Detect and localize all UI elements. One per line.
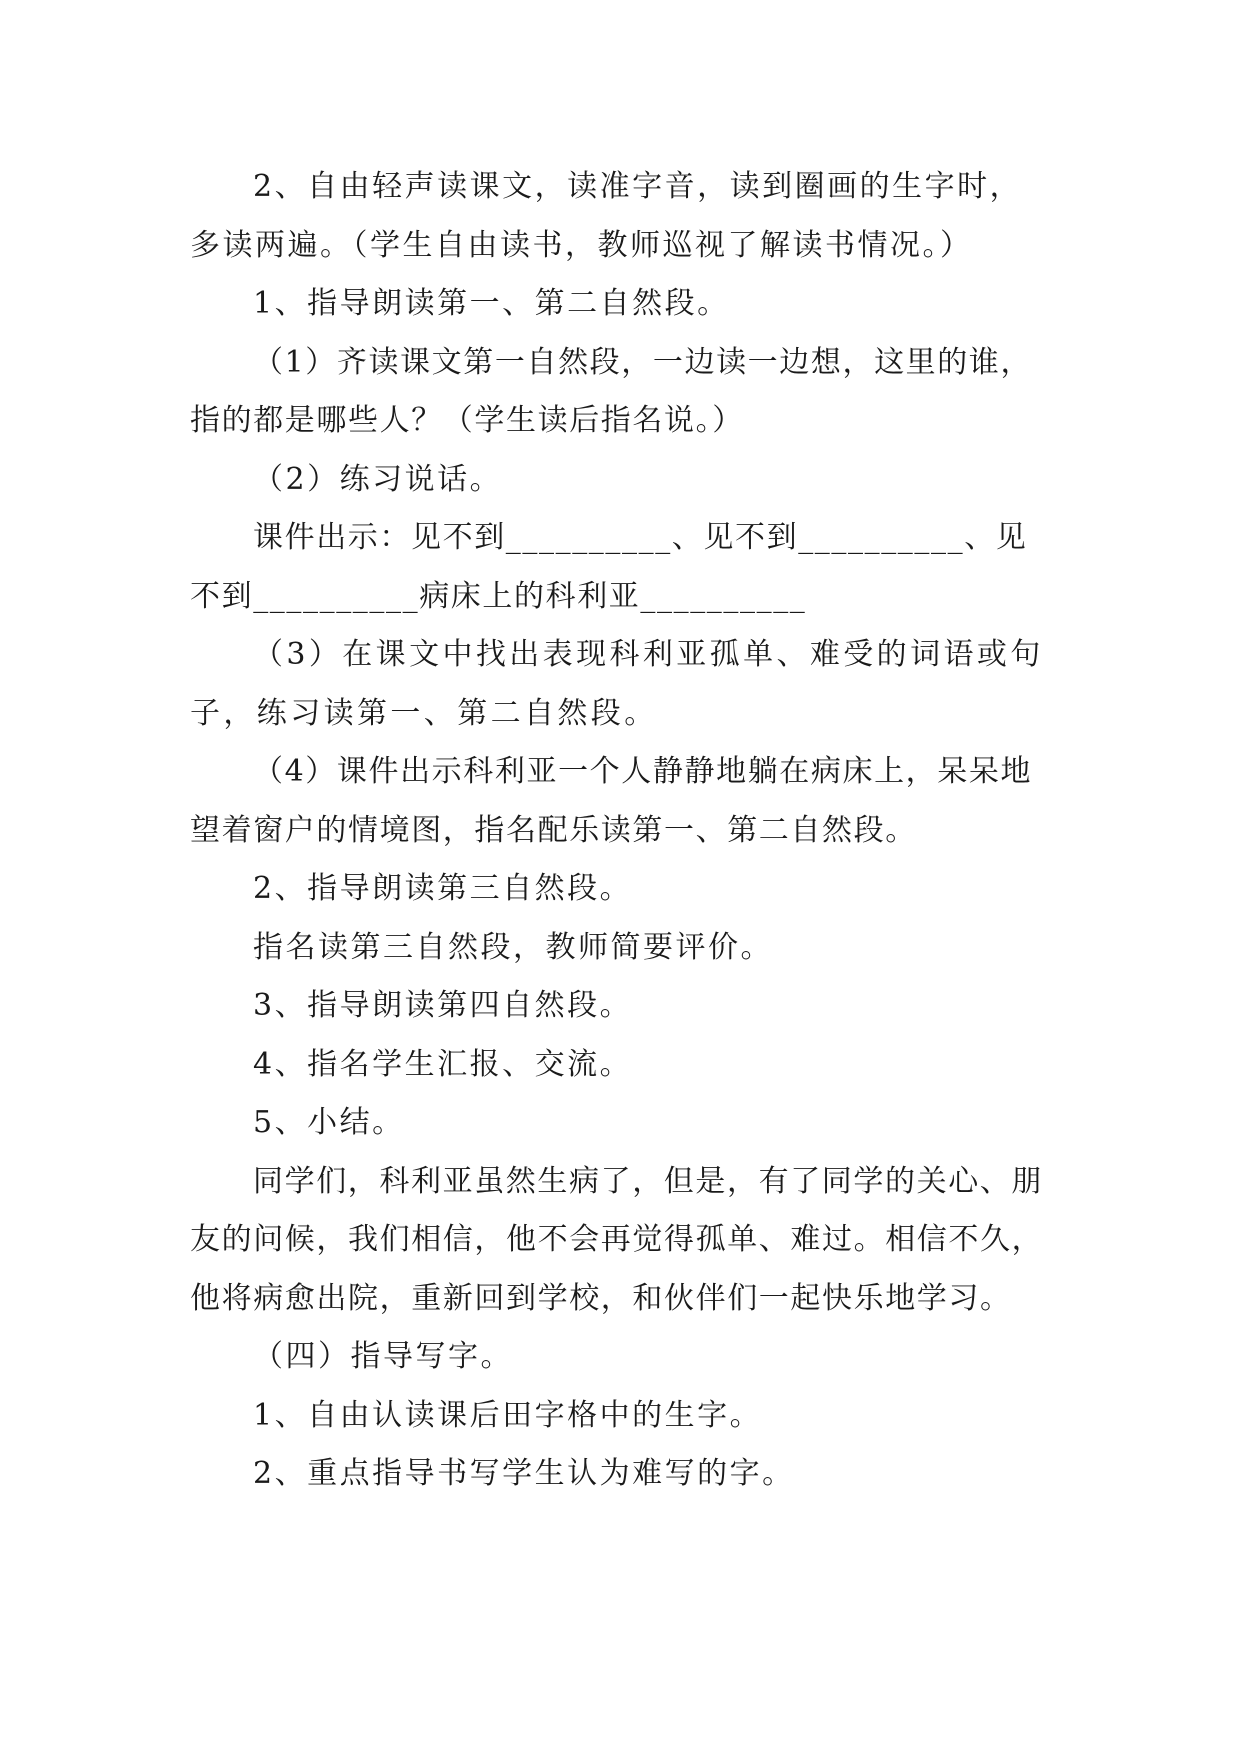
paragraph-writing-step-2: 2、重点指导书写学生认为难写的字。 — [253, 1456, 795, 1491]
paragraph-report: 4、指名学生汇报、交流。 — [253, 1046, 633, 1082]
paragraph-fill-in-blanks: 课件出示：见不到__________、见不到__________、见不到__________病床上的科利亚__________ — [190, 520, 1028, 614]
paragraph-read-aloud-freely: 2、自由轻声读课文，读准字音，读到圈画的生字时，多读两遍。（学生自由读书，教师巡视了解读书情况。） — [190, 169, 1023, 263]
paragraph-summary-heading: 5、小结。 — [253, 1105, 405, 1140]
paragraph-guide-para-1-2: 1、指导朗读第一、第二自然段。 — [253, 286, 730, 321]
document-body — [190, 158, 1050, 1504]
paragraph-guide-para-4: 3、指导朗读第四自然段。 — [253, 988, 633, 1023]
paragraph-summary-text: 同学们，科利亚虽然生病了，但是，有了同学的关心、朋友的问候，我们相信，他不会再觉得孤单、难过。相信不久，他将病愈出院，重新回到学校，和伙伴们一起快乐地学习。 — [190, 1163, 1044, 1316]
paragraph-writing-step-1: 1、自由认读课后田字格中的生字。 — [253, 1397, 763, 1433]
paragraph-step-2: （2）练习说话。 — [253, 461, 503, 497]
paragraph-step-4: （4）课件出示科利亚一个人静静地躺在病床上，呆呆地望着窗户的情境图，指名配乐读第一、第二自然段。 — [190, 754, 1033, 848]
paragraph-read-para-3: 指名读第三自然段，教师简要评价。 — [253, 929, 773, 965]
paragraph-step-3: （3）在课文中找出表现科利亚孤单、难受的词语或句子，练习读第一、第二自然段。 — [190, 637, 1044, 731]
paragraph-guide-para-3: 2、指导朗读第三自然段。 — [253, 871, 633, 906]
paragraph-section-writing: （四）指导写字。 — [253, 1339, 513, 1374]
paragraph-step-1: （1）齐读课文第一自然段，一边读一边想，这里的谁，指的都是哪些人？（学生读后指名说。） — [190, 344, 1033, 438]
